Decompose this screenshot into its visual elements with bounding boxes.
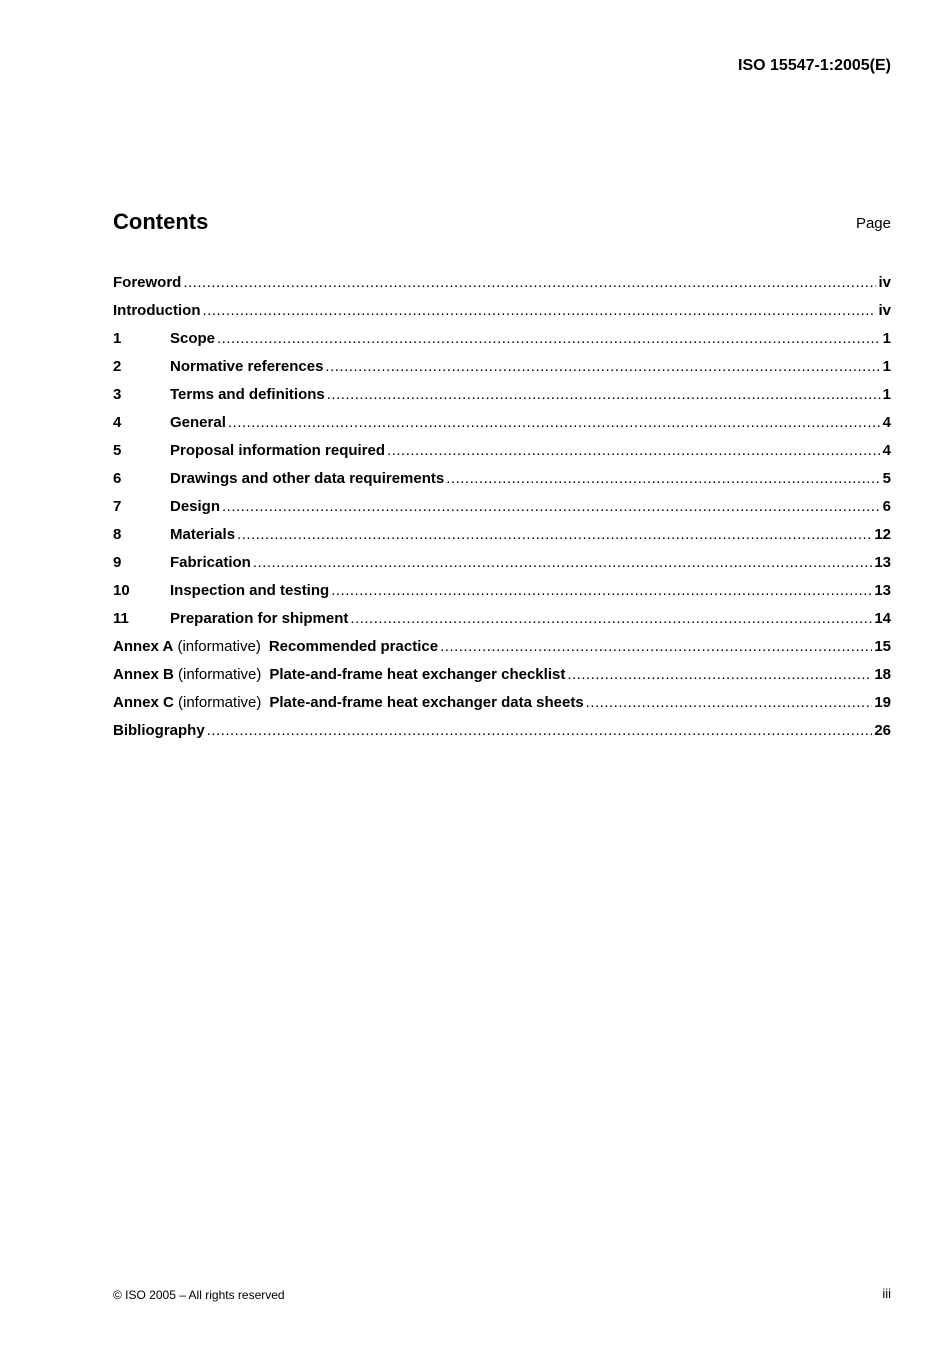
toc-entry-page: 13: [874, 581, 891, 599]
toc-entry-number: 1: [113, 329, 122, 347]
toc-entry-title: Plate-and-frame heat exchanger data sheets: [269, 693, 584, 711]
toc-entry-introduction[interactable]: [113, 296, 891, 324]
toc-entry-preparation-shipment[interactable]: [113, 604, 891, 632]
table-of-contents: [113, 268, 891, 744]
toc-entry-design[interactable]: [113, 492, 891, 520]
toc-entry-page: 14: [874, 609, 891, 627]
toc-entry-title: Recommended practice: [268, 637, 439, 655]
footer-page-number: iii: [882, 1286, 891, 1301]
toc-entry-number: 7: [113, 497, 122, 515]
toc-entry-drawings[interactable]: [113, 464, 891, 492]
toc-entry-number: 11: [113, 609, 129, 627]
contents-title: Contents: [113, 209, 209, 234]
toc-leader-dots: [253, 554, 872, 571]
toc-entry-number: 10: [113, 581, 130, 599]
footer-copyright: © ISO 2005 – All rights reserved: [113, 1288, 285, 1302]
toc-entry-title: General: [170, 413, 226, 431]
toc-leader-dots: [183, 274, 876, 291]
toc-entry-number: 8: [113, 525, 122, 543]
document-id: ISO 15547-1:2005(E): [738, 57, 891, 74]
toc-entry-title: Terms and definitions: [170, 385, 325, 403]
toc-entry-page: 19: [874, 693, 891, 711]
toc-entry-materials[interactable]: [113, 520, 891, 548]
toc-entry-number: 5: [113, 441, 122, 459]
toc-entry-number: 4: [113, 413, 122, 431]
toc-leader-dots: [387, 442, 881, 459]
toc-entry-inspection-testing[interactable]: [113, 576, 891, 604]
toc-entry-page: 4: [882, 413, 891, 431]
toc-entry-title: Introduction: [113, 301, 201, 319]
toc-entry-title: Proposal information required: [170, 441, 386, 459]
toc-entry-title: Normative references: [170, 357, 324, 375]
toc-leader-dots: [325, 358, 880, 375]
toc-entry-terms-and-definitions[interactable]: [113, 380, 891, 408]
toc-entry-title: Fabrication: [170, 553, 251, 571]
toc-leader-dots: [202, 302, 876, 319]
toc-entry-page: 5: [882, 469, 891, 487]
toc-entry-title: Preparation for shipment: [170, 609, 349, 627]
toc-entry-page: 12: [874, 525, 891, 543]
toc-entry-title: Foreword: [113, 273, 182, 291]
annex-label: Annex A: [113, 637, 174, 655]
toc-entry-general[interactable]: [113, 408, 891, 436]
toc-entry-title: Plate-and-frame heat exchanger checklist: [269, 665, 566, 683]
toc-entry-number: 2: [113, 357, 122, 375]
toc-entry-bibliography[interactable]: [113, 716, 891, 744]
annex-label: Annex C: [113, 693, 174, 711]
toc-entry-title: Materials: [170, 525, 236, 543]
toc-entry-annex-a[interactable]: [113, 632, 891, 660]
toc-leader-dots: [327, 386, 881, 403]
toc-entry-page: 26: [874, 721, 891, 739]
toc-leader-dots: [331, 582, 872, 599]
toc-entry-fabrication[interactable]: [113, 548, 891, 576]
annex-label: Annex B: [113, 665, 174, 683]
toc-entry-title: Design: [170, 497, 221, 515]
toc-entry-number: 6: [113, 469, 122, 487]
annex-note: (informative): [178, 665, 262, 683]
toc-entry-foreword[interactable]: [113, 268, 891, 296]
toc-entry-page: 6: [882, 497, 891, 515]
toc-entry-page: 1: [882, 329, 891, 347]
toc-entry-page: 1: [882, 385, 891, 403]
toc-leader-dots: [446, 470, 880, 487]
annex-note: (informative): [177, 637, 261, 655]
toc-entry-annex-b[interactable]: [113, 660, 891, 688]
toc-entry-page: 15: [874, 637, 891, 655]
toc-leader-dots: [567, 666, 872, 683]
toc-entry-number: 3: [113, 385, 122, 403]
toc-leader-dots: [440, 638, 872, 655]
toc-entry-title: Drawings and other data requirements: [170, 469, 445, 487]
toc-leader-dots: [228, 414, 881, 431]
toc-entry-title: Bibliography: [113, 721, 205, 739]
toc-entry-proposal-information[interactable]: [113, 436, 891, 464]
toc-leader-dots: [237, 526, 872, 543]
toc-entry-annex-c[interactable]: [113, 688, 891, 716]
annex-note: (informative): [178, 693, 262, 711]
toc-entry-title: Inspection and testing: [170, 581, 330, 599]
toc-entry-page: 13: [874, 553, 891, 571]
toc-entry-page: 18: [874, 665, 891, 683]
toc-leader-dots: [207, 722, 873, 739]
toc-entry-title: Scope: [170, 329, 216, 347]
toc-entry-scope[interactable]: [113, 324, 891, 352]
toc-entry-page: 4: [882, 441, 891, 459]
toc-entry-page: iv: [878, 273, 891, 291]
toc-entry-normative-references[interactable]: [113, 352, 891, 380]
toc-entry-page: 1: [882, 357, 891, 375]
contents-header: [113, 209, 891, 239]
toc-leader-dots: [350, 610, 872, 627]
toc-leader-dots: [222, 498, 881, 515]
toc-leader-dots: [217, 330, 881, 347]
toc-leader-dots: [586, 694, 873, 711]
toc-entry-number: 9: [113, 553, 122, 571]
page-column-label: Page: [855, 215, 891, 232]
toc-entry-page: iv: [878, 301, 891, 319]
